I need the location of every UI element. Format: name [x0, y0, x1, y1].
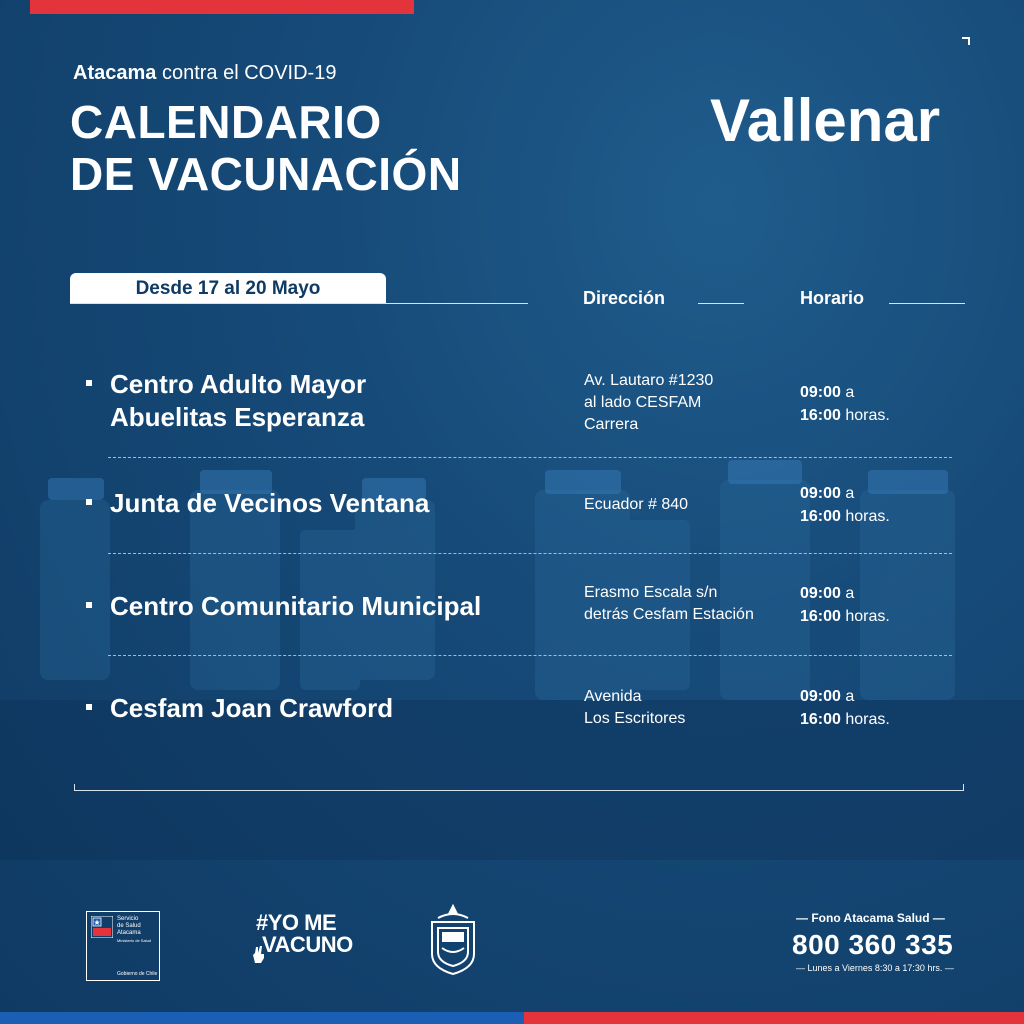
- table-row-place: [86, 368, 366, 434]
- campaign-line-1: #YO ME: [256, 910, 337, 935]
- table-row-hours: [800, 482, 890, 528]
- frame-corner-right: [963, 784, 964, 791]
- table-row-place: [86, 692, 393, 725]
- bullet-icon: [86, 602, 92, 608]
- phone-hours: — Lunes a Viernes 8:30 a 17:30 hrs. —: [796, 963, 954, 973]
- address-line: Avenida: [584, 688, 642, 705]
- region-suffix: contra el COVID-19: [161, 62, 337, 84]
- start-time: 09:00: [800, 384, 841, 401]
- table-bottom-rule: [74, 790, 964, 791]
- place-name-line-2: Abuelitas Esperanza: [110, 402, 365, 432]
- start-suffix: a: [845, 585, 855, 602]
- campaign-supertitle: [73, 62, 336, 85]
- address-line: Erasmo Escala s/n: [584, 584, 718, 601]
- address-line: Los Escritores: [584, 710, 686, 727]
- bullet-icon: [86, 380, 92, 386]
- end-suffix: horas.: [845, 608, 890, 625]
- end-time: 16:00: [800, 407, 841, 424]
- row-divider: [108, 655, 952, 656]
- start-suffix: a: [845, 688, 855, 705]
- address-line: Carrera: [584, 416, 639, 433]
- gobierno-text: Gobierno de Chile: [117, 971, 158, 977]
- table-row-place: [86, 590, 481, 623]
- table-row-hours: [800, 582, 890, 628]
- corner-mark: [962, 37, 970, 45]
- place-name: Centro Comunitario Municipal: [110, 591, 482, 621]
- start-suffix: a: [845, 384, 855, 401]
- bottom-blue-bar: [0, 1012, 524, 1024]
- address-line: detrás Cesfam Estación: [584, 606, 754, 623]
- servicio-salud-logo: [86, 911, 160, 981]
- end-time: 16:00: [800, 608, 841, 625]
- bottom-red-bar: [524, 1012, 1024, 1024]
- address-line: Av. Lautaro #1230: [584, 372, 714, 389]
- start-time: 09:00: [800, 688, 841, 705]
- start-time: 09:00: [800, 585, 841, 602]
- chile-flag-icon: [91, 916, 113, 938]
- ssa-line: de Salud: [117, 923, 141, 929]
- start-time: 09:00: [800, 485, 841, 502]
- table-row-hours: [800, 685, 890, 731]
- ssa-line: Atacama: [117, 930, 141, 936]
- campaign-line-2: VACUNO: [262, 932, 353, 957]
- end-time: 16:00: [800, 508, 841, 525]
- table-row-address: [584, 582, 754, 626]
- phone-number: 800 360 335: [792, 929, 954, 960]
- place-name: Cesfam Joan Crawford: [110, 693, 394, 723]
- header-rule-mid: [698, 303, 744, 304]
- bullet-icon: [86, 704, 92, 710]
- date-range-badge: Desde 17 al 20 Mayo: [70, 273, 386, 304]
- title-line-1: CALENDARIO: [70, 96, 382, 148]
- header-rule-left: [70, 303, 528, 304]
- title-line-2: DE VACUNACIÓN: [70, 148, 462, 200]
- table-row-place: [86, 487, 429, 520]
- row-divider: [108, 457, 952, 458]
- address-line: al lado CESFAM: [584, 394, 702, 411]
- table-row-address: [584, 686, 685, 730]
- ssa-line: Servicio: [117, 916, 139, 922]
- start-suffix: a: [845, 485, 855, 502]
- phone-label: — Fono Atacama Salud —: [796, 911, 945, 925]
- table-row-address: [584, 494, 688, 516]
- column-header-address: Dirección: [583, 288, 666, 308]
- atacama-seal-icon: [424, 904, 482, 978]
- bullet-icon: [86, 499, 92, 505]
- end-suffix: horas.: [845, 407, 890, 424]
- region-name: Atacama: [73, 62, 157, 84]
- column-header-hours: Horario: [800, 288, 865, 308]
- row-divider: [108, 553, 952, 554]
- ssa-line: Ministerio de Salud: [117, 938, 152, 943]
- end-suffix: horas.: [845, 508, 890, 525]
- ssa-text: [117, 916, 151, 944]
- hand-peace-icon: [250, 944, 268, 964]
- table-row-hours: [800, 381, 890, 427]
- header-rule-right: [889, 303, 965, 304]
- table-row-address: [584, 370, 713, 436]
- yo-me-vacuno-logo: [256, 912, 353, 956]
- city-name: Vallenar: [710, 87, 941, 154]
- place-name: Junta de Vecinos Ventana: [110, 488, 430, 518]
- page-title: [70, 96, 462, 200]
- end-suffix: horas.: [845, 711, 890, 728]
- address-line: Ecuador # 840: [584, 496, 689, 513]
- top-red-bar: [30, 0, 414, 14]
- end-time: 16:00: [800, 711, 841, 728]
- place-name: Centro Adulto Mayor: [110, 369, 367, 399]
